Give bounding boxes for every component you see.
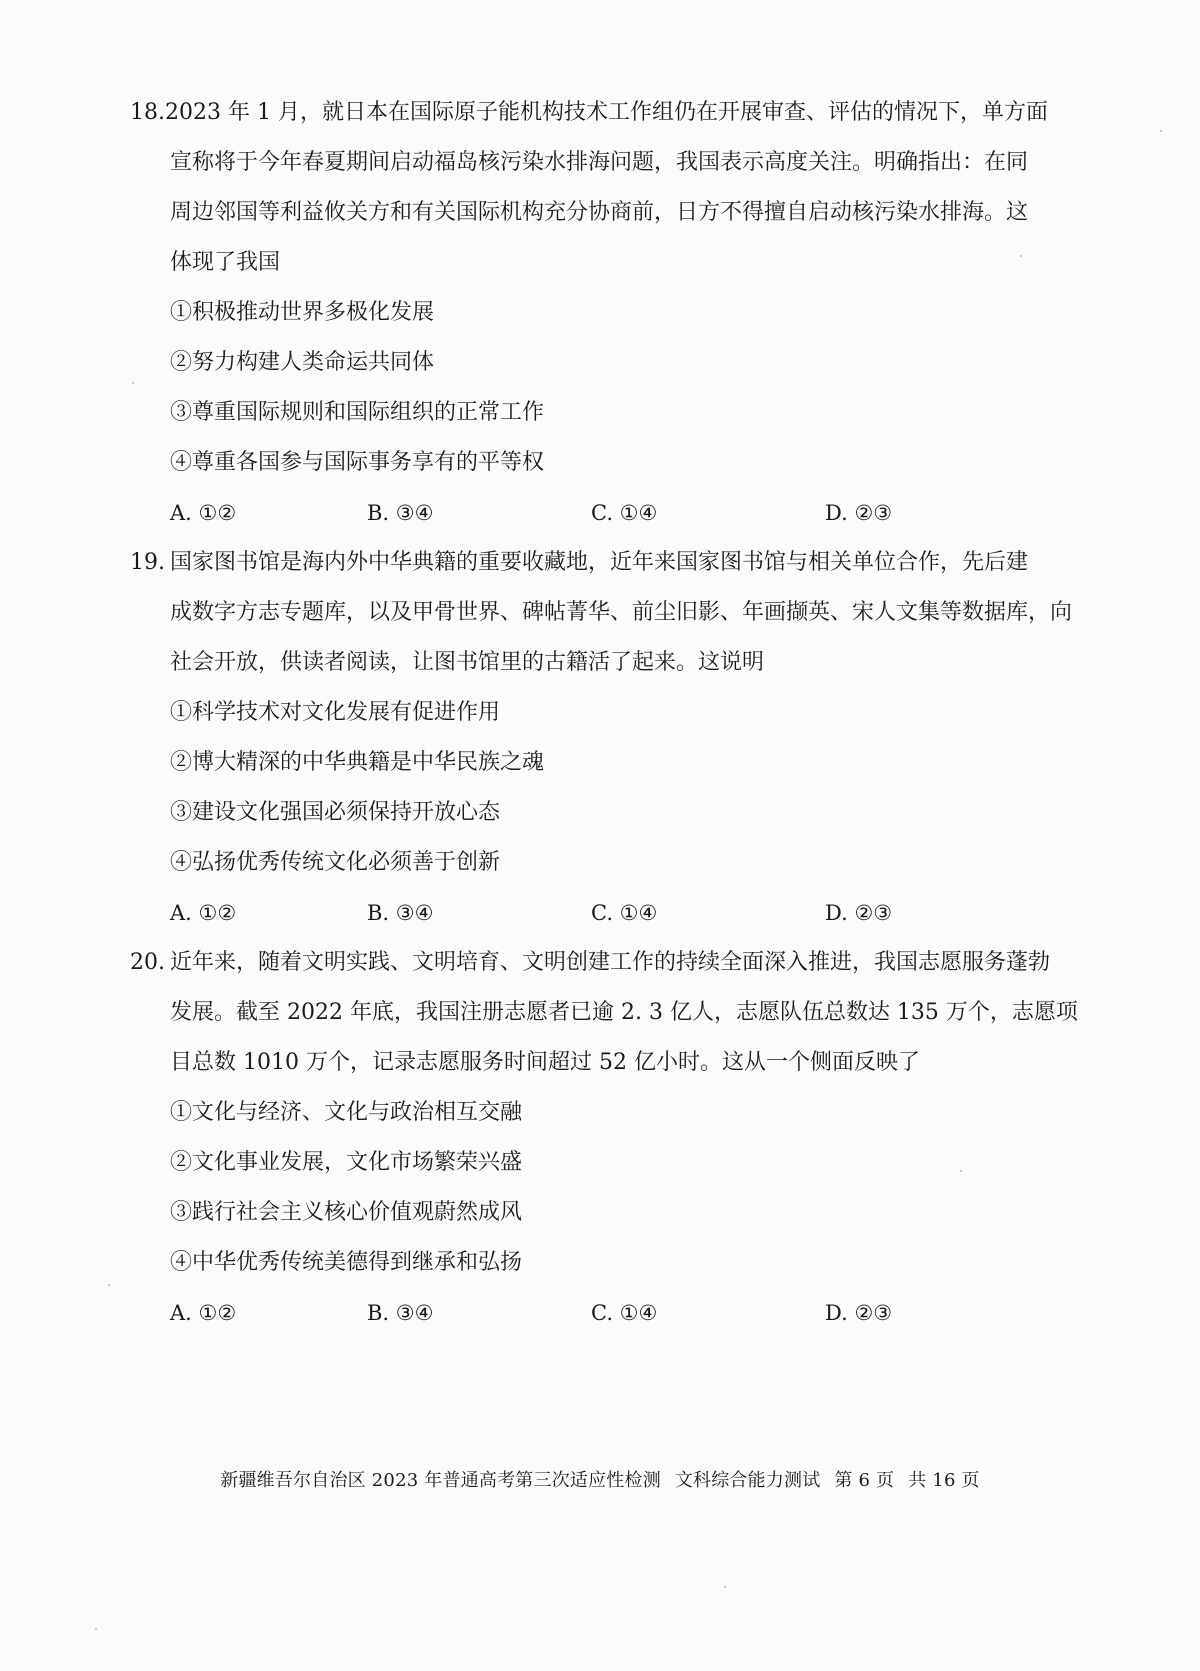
page-footer: [0, 1468, 1200, 1494]
choice-b: B. ③④: [367, 901, 434, 925]
question-stem-line: 社会开放，供读者阅读，让图书馆里的古籍活了起来。这说明: [170, 650, 765, 675]
footer-subject: 文科综合能力测试: [674, 1470, 821, 1491]
question-stem-line: 体现了我国: [170, 250, 281, 275]
option-2: ②博大精深的中华典籍是中华民族之魂: [170, 750, 545, 775]
question-number: 20.: [130, 950, 165, 975]
question-stem-line: 发展。截至 2022 年底，我国注册志愿者已逾 2. 3 亿人，志愿队伍总数达 135 万个，志愿项: [170, 1000, 1078, 1025]
question-stem-line: 国家图书馆是海内外中华典籍的重要收藏地，近年来国家图书馆与相关单位合作，先后建: [170, 550, 1029, 575]
choice-c: C. ①④: [591, 901, 658, 925]
option-3: ③尊重国际规则和国际组织的正常工作: [170, 400, 545, 425]
option-4: ④尊重各国参与国际事务享有的平等权: [170, 450, 545, 475]
option-1: ①科学技术对文化发展有促进作用: [170, 700, 501, 725]
footer-total-pages: 共 16 页: [908, 1470, 980, 1491]
choice-b: B. ③④: [367, 1301, 434, 1325]
question-stem-line: 目总数 1010 万个，记录志愿服务时间超过 52 亿小时。这从一个侧面反映了: [170, 1050, 920, 1075]
scan-speck: [1160, 130, 1162, 132]
choice-d: D. ②③: [825, 901, 893, 925]
option-2: ②努力构建人类命运共同体: [170, 350, 435, 375]
option-3: ③践行社会主义核心价值观蔚然成风: [170, 1200, 523, 1225]
choice-c: C. ①④: [591, 1301, 658, 1325]
choice-d: D. ②③: [825, 1301, 893, 1325]
choice-d: D. ②③: [825, 501, 893, 525]
scan-speck: [724, 1586, 726, 1588]
question-stem-line: 近年来，随着文明实践、文明培育、文明创建工作的持续全面深入推进，我国志愿服务蓬勃: [170, 950, 1051, 975]
choice-a: A. ①②: [170, 901, 237, 925]
scan-speck: [1020, 255, 1022, 257]
scan-speck: [132, 382, 134, 384]
option-2: ②文化事业发展，文化市场繁荣兴盛: [170, 1150, 523, 1175]
scan-speck: [108, 1284, 110, 1286]
question-number: 18.: [130, 100, 165, 125]
question-stem-line: 宣称将于今年春夏期间启动福岛核污染水排海问题，我国表示高度关注。明确指出：在同: [170, 150, 1029, 175]
option-4: ④弘扬优秀传统文化必须善于创新: [170, 850, 501, 875]
option-1: ①积极推动世界多极化发展: [170, 300, 435, 325]
question-number: 19.: [130, 550, 165, 575]
footer-page-number: 第 6 页: [834, 1470, 895, 1491]
choice-c: C. ①④: [591, 501, 658, 525]
choice-b: B. ③④: [367, 501, 434, 525]
question-stem-line: 周边邻国等利益攸关方和有关国际机构充分协商前，日方不得擅自启动核污染水排海。这: [170, 200, 1029, 225]
option-1: ①文化与经济、文化与政治相互交融: [170, 1100, 523, 1125]
question-stem-line: 2023 年 1 月，就日本在国际原子能机构技术工作组仍在开展审查、评估的情况下，单方面: [165, 100, 1048, 125]
scan-speck: [960, 1170, 962, 1172]
choice-a: A. ①②: [170, 1301, 237, 1325]
footer-exam-title: 新疆维吾尔自治区 2023 年普通高考第三次适应性检测: [220, 1470, 661, 1491]
question-stem-line: 成数字方志专题库，以及甲骨世界、碑帖菁华、前尘旧影、年画撷英、宋人文集等数据库，向: [170, 600, 1073, 625]
scan-speck: [95, 1628, 97, 1630]
choice-a: A. ①②: [170, 501, 237, 525]
option-3: ③建设文化强国必须保持开放心态: [170, 800, 501, 825]
option-4: ④中华优秀传统美德得到继承和弘扬: [170, 1250, 523, 1275]
